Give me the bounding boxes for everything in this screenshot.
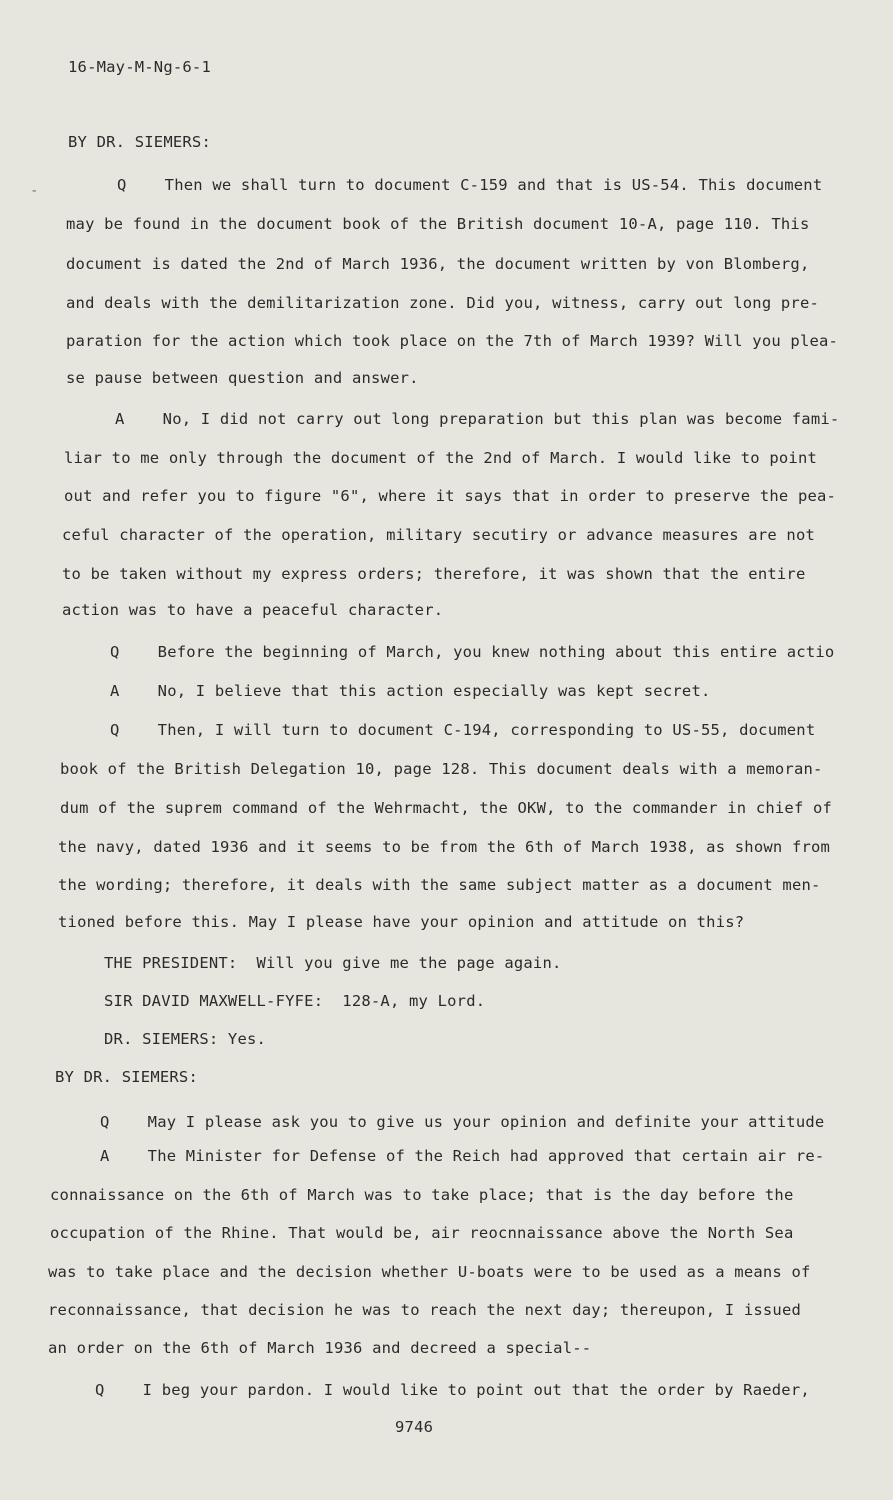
text-line: reconnaissance, that decision he was to reach the next day; thereupon, I issued <box>48 1301 802 1319</box>
text-line: the navy, dated 1936 and it seems to be from the 6th of March 1938, as shown from <box>58 838 831 856</box>
text-line: A No, I did not carry out long preparation but this plan was become fami- <box>115 410 840 428</box>
text-line: dum of the suprem command of the Wehrmacht, the OKW, to the commander in chief of <box>60 799 833 817</box>
margin-mark: - <box>30 183 39 199</box>
text-line: liar to me only through the document of the 2nd of March. I would like to point <box>64 449 818 467</box>
text-line: the wording; therefore, it deals with the same subject matter as a document men- <box>58 876 821 894</box>
text-line: occupation of the Rhine. That would be, air reocnnaissance above the North Sea <box>50 1224 794 1242</box>
text-line: Q Then, I will turn to document C-194, corresponding to US-55, document <box>110 721 816 739</box>
text-line: paration for the action which took place on the 7th of March 1939? Will you plea- <box>66 332 839 350</box>
text-line: tioned before this. May I please have your opinion and attitude on this? <box>58 913 745 931</box>
text-line: BY DR. SIEMERS: <box>55 1068 198 1086</box>
text-line: may be found in the document book of the British document 10-A, page 110. This <box>66 215 810 233</box>
text-line: action was to have a peaceful character. <box>62 601 444 619</box>
text-line: DR. SIEMERS: Yes. <box>104 1030 267 1048</box>
text-line: and deals with the demilitarization zone. Did you, witness, carry out long pre- <box>66 294 820 312</box>
text-line: THE PRESIDENT: Will you give me the page again. <box>104 954 562 972</box>
text-line: Q May I please ask you to give us your opinion and definite your attitude <box>100 1113 825 1131</box>
text-line: Q Then we shall turn to document C-159 and that is US-54. This document <box>117 176 823 194</box>
text-line: an order on the 6th of March 1936 and decreed a special-- <box>48 1339 592 1357</box>
text-line: was to take place and the decision whether U-boats were to be used as a means of <box>48 1263 811 1281</box>
text-line: SIR DAVID MAXWELL-FYFE: 128-A, my Lord. <box>104 992 486 1010</box>
page-header: 16-May-M-Ng-6-1 <box>68 58 211 76</box>
page-number: 9746 <box>395 1418 434 1436</box>
text-line: document is dated the 2nd of March 1936, the document written by von Blomberg, <box>66 255 810 273</box>
text-line: out and refer you to figure "6", where it says that in order to preserve the pea- <box>64 487 837 505</box>
text-line: ceful character of the operation, military secutiry or advance measures are not <box>62 526 816 544</box>
text-line: book of the British Delegation 10, page 128. This document deals with a memoran- <box>60 760 823 778</box>
text-line: A No, I believe that this action especially was kept secret. <box>110 682 711 700</box>
text-line: connaissance on the 6th of March was to take place; that is the day before the <box>50 1186 794 1204</box>
text-line: BY DR. SIEMERS: <box>68 133 211 151</box>
text-line: to be taken without my express orders; therefore, it was shown that the entire <box>62 565 806 583</box>
text-line: Q I beg your pardon. I would like to point out that the order by Raeder, <box>95 1381 810 1399</box>
text-line: Q Before the beginning of March, you knew nothing about this entire actio <box>110 643 835 661</box>
text-line: se pause between question and answer. <box>66 369 419 387</box>
text-line: A The Minister for Defense of the Reich had approved that certain air re- <box>100 1147 825 1165</box>
